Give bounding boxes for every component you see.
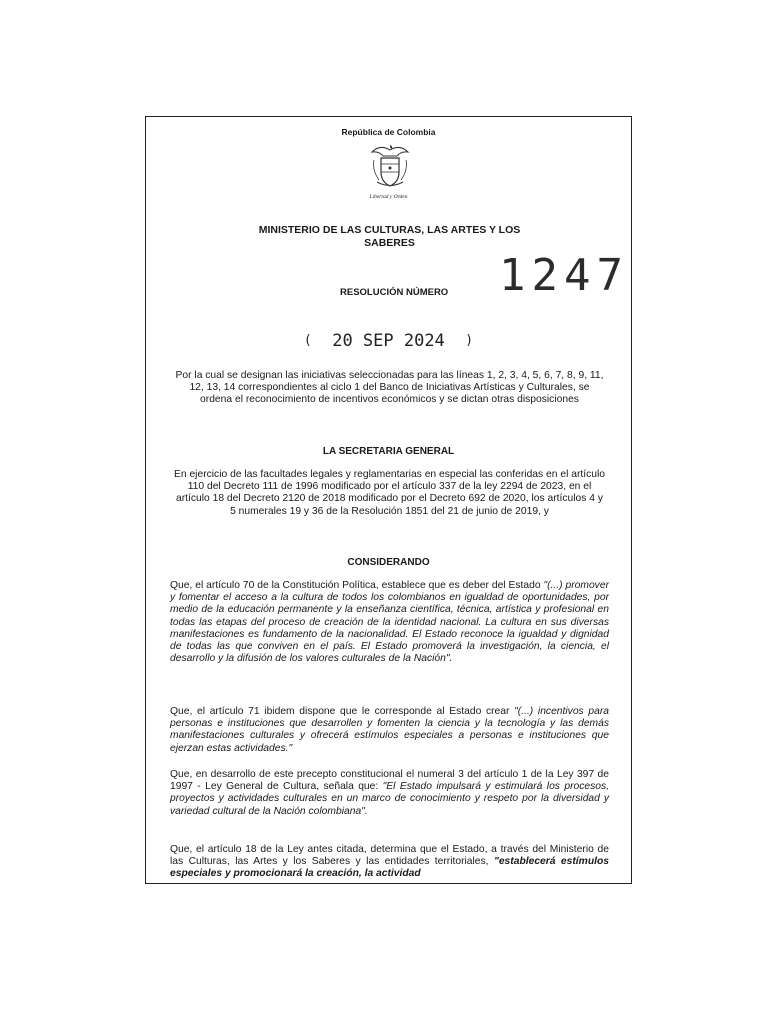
date-paren-open: ( — [303, 333, 312, 348]
paragraph-quote: "(...) promover y fomentar el acceso a la cultura de todos los colombianos en igualdad de oportunidades, por medio de la educación permanente y la enseñanza científica, técnica, artística y profesional en todas las etapas del proceso de creación de la identidad nacional. La cultura en sus diversas manifestaciones es fundamento de la nacionalidad. El Estado reconoce la igualdad y dignidad de todas las que conviven en el país. El Estado promoverá la investigación, la ciencia, el desarrollo y la difusión de los valores culturales de la Nación". — [170, 580, 609, 665]
paragraph-quote: "(...) incentivos para personas e instituciones que desarrollen y fomenten la ciencia y la tecnología y las demás manifestaciones culturales y ofrecerá estímulos especiales a personas e instituciones que ejerzan estas actividades." — [170, 706, 609, 754]
document-page — [145, 116, 632, 884]
coat-of-arms-icon — [368, 142, 412, 190]
seal-motto: Libertad y Orden — [369, 194, 408, 200]
paragraph-text: Que, el artículo 71 ibidem dispone que le corresponde al Estado crear — [170, 706, 515, 717]
considering-paragraph-3 — [170, 769, 609, 818]
considering-paragraph-1 — [170, 580, 609, 665]
paragraph-quote: "establecerá estímulos especiales y promocionará la creación, la actividad — [170, 856, 609, 880]
country-heading: República de Colombia — [341, 127, 436, 137]
ministry-name: MINISTERIO DE LAS CULTURAS, LAS ARTES Y LOS SABERES — [258, 224, 521, 249]
considering-heading: CONSIDERANDO — [347, 557, 430, 568]
powers-statement: En ejercicio de las facultades legales y reglamentarias en especial las conferidas en el artículo 110 del Decreto 111 de 1996 modificado por el artículo 337 de la ley 2294 de 2023, en el artículo 18 del Decreto 2120 de 2018 modificado por el Decreto 692 de 2020, los artículos 4 y 5 numerales 19 y 36 de la Resolución 1851 del 21 de junio de 2019, y — [174, 469, 605, 517]
authority-heading: LA SECRETARIA GENERAL — [322, 446, 455, 457]
resolution-subject: Por la cual se designan las iniciativas seleccionadas para las líneas 1, 2, 3, 4, 5, 6, 7, 8, 9, 11, 12, 13, 14 correspondientes al ciclo 1 del Banco de Iniciativas Artísticas y Culturales, se ordena el reconocimiento de incentivos económicos y se dictan otras disposiciones — [175, 370, 604, 406]
considering-paragraph-2 — [170, 706, 609, 755]
resolution-date — [146, 331, 631, 351]
date-paren-close: ) — [465, 333, 474, 348]
resolution-number: 1247 — [499, 250, 629, 301]
resolution-label: RESOLUCIÓN NÚMERO — [340, 287, 449, 298]
paragraph-text: Que, en desarrollo de este precepto constitucional el numeral 3 del artículo 1 de la Ley 397 de 1997 - Ley General de Cultura, señala que: — [170, 769, 609, 793]
considering-paragraph-4 — [170, 844, 609, 881]
date-value: 20 SEP 2024 — [332, 331, 445, 351]
paragraph-text: Que, el artículo 70 de la Constitución Política, establece que es deber del Estado — [170, 580, 544, 591]
paragraph-quote: "El Estado impulsará y estimulará los procesos, proyectos y actividades culturales en un marco de conocimiento y respeto por la diversidad y variedad cultural de la Nación colombiana". — [170, 781, 609, 817]
paragraph-text: Que, el artículo 18 de la Ley antes citada, determina que el Estado, a través del Ministerio de las Culturas, las Artes y los Saberes y las entidades territoriales, — [170, 844, 609, 868]
